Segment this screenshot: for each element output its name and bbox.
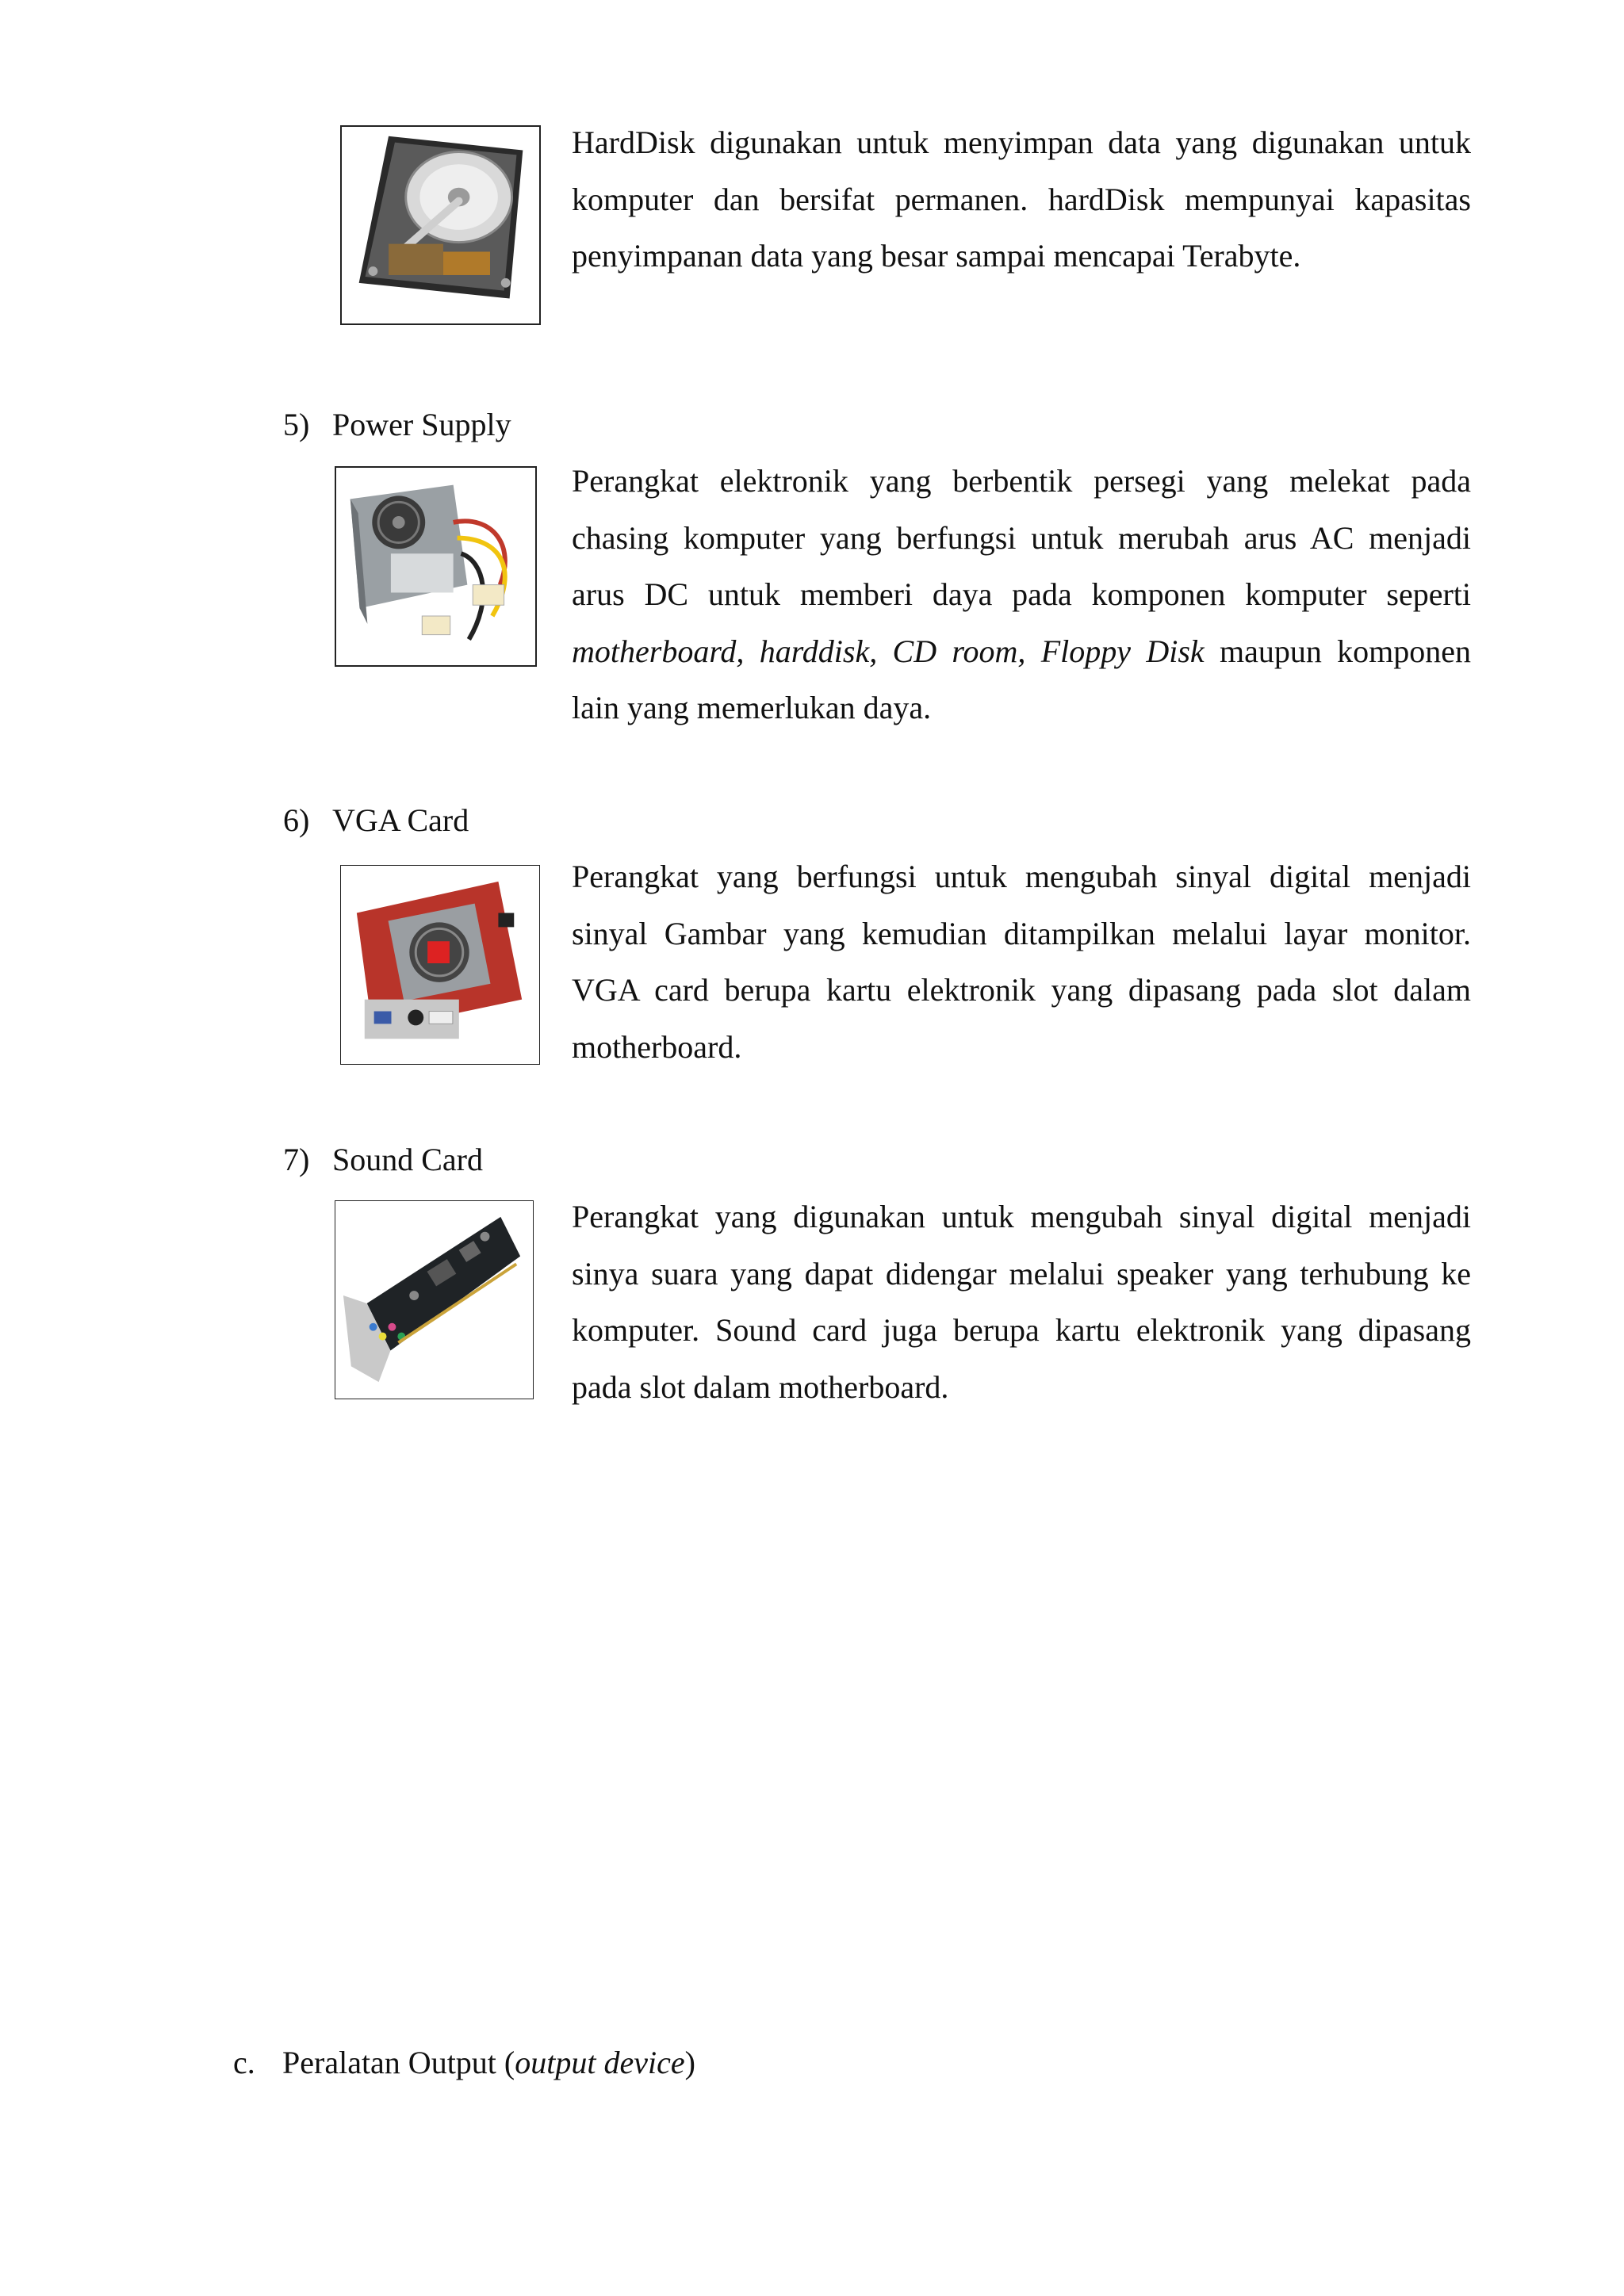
power-supply-paragraph <box>572 453 1471 737</box>
power-supply-number: 5) <box>283 407 310 442</box>
power-supply-image <box>335 466 537 667</box>
vga-card-image <box>340 865 540 1065</box>
section-c-title-after: ) <box>684 2045 695 2080</box>
section-c-letter: c. <box>233 2045 255 2080</box>
section-c-title <box>282 2043 695 2083</box>
hard-disk-image <box>340 125 541 325</box>
sound-card-number: 7) <box>283 1142 310 1177</box>
section-c-title-italic: output device <box>515 2045 685 2080</box>
sound-card-icon <box>335 1201 533 1399</box>
power-supply-icon <box>336 468 535 665</box>
sound-card-image <box>335 1200 534 1399</box>
sound-card-paragraph: Perangkat yang digunakan untuk mengubah sinyal digital menjadi sinya suara yang dapat didengar melalui speaker yang terhubung ke komputer. Sound card juga berupa kartu elektronik yang dipasang pada slot dalam motherboard. <box>572 1199 1471 1405</box>
vga-card-title: VGA Card <box>332 802 469 838</box>
power-supply-text-before: Perangkat elektronik yang berbentik persegi yang melekat pada chasing komputer yang berfungsi untuk merubah arus AC menjadi arus DC untuk memberi daya pada komponen komputer seperti <box>572 463 1471 612</box>
section-c-title-before: Peralatan Output ( <box>282 2045 515 2080</box>
vga-card-paragraph: Perangkat yang berfungsi untuk mengubah sinyal digital menjadi sinyal Gambar yang kemudian ditampilkan melalui layar monitor. VGA card berupa kartu elektronik yang dipasang pada slot dalam motherboard. <box>572 859 1471 1065</box>
power-supply-text-after: maupun komponen lain yang memerlukan daya. <box>572 633 1471 725</box>
harddisk-paragraph: HardDisk digunakan untuk menyimpan data yang digunakan untuk komputer dan bersifat permanen. hardDisk mempunyai kapasitas penyimpanan data yang besar sampai mencapai Terabyte. <box>572 124 1471 274</box>
hard-disk-icon <box>342 127 539 323</box>
vga-card-icon <box>341 866 539 1064</box>
power-supply-title: Power Supply <box>332 407 511 442</box>
sound-card-title: Sound Card <box>332 1142 483 1177</box>
power-supply-text-italic: motherboard, harddisk, CD room, Floppy Disk <box>572 633 1205 669</box>
vga-card-number: 6) <box>283 802 310 838</box>
